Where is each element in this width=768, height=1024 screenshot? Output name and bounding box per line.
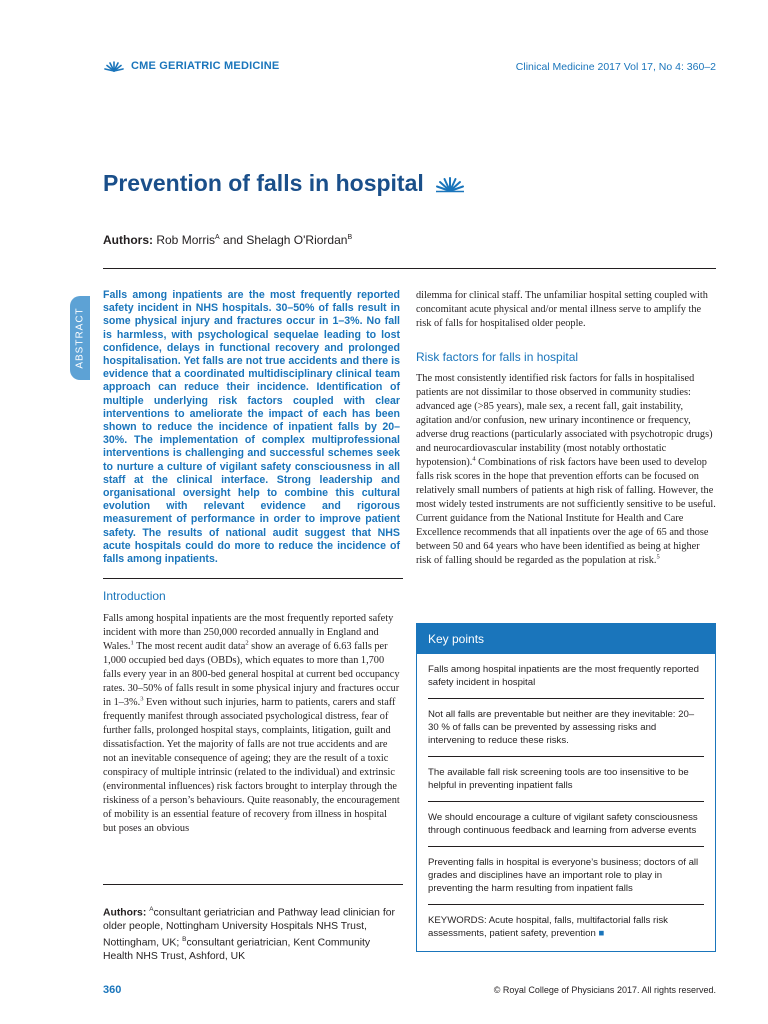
key-point-1: Falls among hospital inpatients are the most frequently reported safety incident in hospital: [428, 664, 699, 688]
rule-right-top: [286, 268, 716, 269]
author-1-affil: A: [215, 234, 220, 241]
author-2: Shelagh O'Riordan: [246, 233, 348, 247]
reference-1: 1: [130, 639, 134, 647]
key-points-box: [416, 623, 716, 952]
author-1: Rob Morris: [156, 233, 216, 247]
author-affiliations: [103, 903, 403, 964]
article-title-row: [103, 170, 466, 197]
reference-2: 2: [245, 639, 249, 647]
journal-citation: Clinical Medicine 2017 Vol 17, No 4: 360–2: [515, 61, 716, 73]
affil-a-text: consultant geriatrician and Pathway lead clinician for older people, Nottingham University Hospitals NHS Trust, Nottingham, UK;: [103, 907, 395, 949]
intro-sentence-1: Falls among hospital inpatients are the most frequently reported safety incident with more than 250,000 recorded annually in England and Wales.: [103, 613, 394, 652]
intro-sentence-2: The most recent audit data: [133, 641, 246, 652]
reference-4: 4: [472, 455, 476, 463]
author-join: and: [219, 233, 247, 247]
risk-factors-heading: Risk factors for falls in hospital: [416, 350, 579, 364]
affiliations-label: Authors:: [103, 907, 147, 919]
affil-b-text: consultant geriatrician, Kent Community Health NHS Trust, Ashford, UK: [103, 937, 371, 963]
article-title: Prevention of falls in hospital: [103, 170, 424, 196]
keywords-text: KEYWORDS: Acute hospital, falls, multifactorial falls risk assessments, patient safety, prevention: [428, 915, 668, 939]
sunburst-logo-icon: [103, 60, 125, 72]
key-point-5: Preventing falls in hospital is everyone’s business; doctors of all grades and disciplines have an important role to play in preventing the harm resulting from inpatient falls: [428, 857, 699, 894]
key-point-3: The available fall risk screening tools are too insensitive to be helpful in preventing inpatient falls: [428, 767, 689, 791]
key-point-4: We should encourage a culture of vigilant safety consciousness through continuous feedback and learning from adverse events: [428, 812, 698, 836]
section-label: CME GERIATRIC MEDICINE: [131, 60, 280, 72]
intro-sentence-3: show an average of 6.63 falls per 1,000 occupied bed days (OBDs), which equates to more than 1,700 falls every year in an 800-bed general hospital at current bed occupancy rates. 30–50% of falls result in some physical injury and fractures occur in 1–3%.: [103, 641, 400, 708]
end-mark-icon: ■: [598, 928, 605, 939]
author-2-affil: B: [347, 234, 353, 241]
rule-footnote: [103, 884, 403, 885]
abstract-tab: [70, 296, 90, 380]
affil-b-mark: B: [182, 936, 187, 944]
page-number: 360: [103, 984, 122, 996]
continuation-text: dilemma for clinical staff. The unfamiliar hospital setting coupled with concomitant acute physical and/or mental illness serve to amplify the risk of falls for hospitalised older people.: [416, 290, 708, 329]
abstract-text: Falls among inpatients are the most frequently reported safety incident in NHS hospitals. 30–50% of falls result in some physical injury and fractures occur in 1–3%. No fall is harmless, with psychological sequelae leading to lost confidence, delays in functional recovery and prolonged hospitalisation. Yet falls are not true accidents and there is evidence that a coordinated multidisciplinary clinical team approach can reduce their incidence. Identification of multiple underlying risk factors coupled with clear interventions to ameliorate the impact of each has been shown to reduce the incidence of inpatient falls by 20–30%. The implementation of complex multiprofessional interventions is challenging and successful schemes seek to nurture a culture of vigilant safety consciousness in all staff at the clinical interface. Strong leadership and organisational oversight help to combine this cultural evolution with relevant evidence and rigorous measurement of performance in order to improve patient safety. The results of national audit suggest that NHS acute hospitals could do more to reduce the incidence of falls among inpatients.: [103, 289, 400, 566]
risk-factors-text: [416, 372, 716, 568]
affil-a-mark: A: [149, 906, 154, 913]
running-header-section: [103, 60, 279, 72]
sunburst-title-icon: [434, 175, 466, 193]
reference-3: 3: [140, 695, 144, 703]
key-point-2: Not all falls are preventable but neither are they inevitable: 20–30 % of falls can be prevented by assessing risks and intervening to reduce these risks.: [428, 709, 695, 746]
abstract-tab-label: ABSTRACT: [74, 307, 86, 369]
authors-label: Authors:: [103, 233, 153, 247]
introduction-heading: Introduction: [103, 589, 166, 603]
risk-paragraph-2: Combinations of risk factors have been used to develop falls risk scores in the hope that prevention efforts can be focused on relatively small numbers of patients at high risk of falling. However, the most widely tested instruments are not sufficiently sensitive to be useful. Current guidance from the National Institute for Health and Care Excellence recommends that all inpatients over the age of 65 and those between 50 and 64 years who have been identified as being at higher risk of falling should be regarded as the population at risk.: [416, 457, 716, 566]
rule-intro: [103, 578, 403, 579]
key-points-heading: Key points: [417, 624, 715, 654]
keywords: [428, 914, 704, 940]
risk-paragraph-1: The most consistently identified risk factors for falls in hospitalised patients are not dissimilar to those observed in community studies: advanced age (>85 years), male sex, a recent fall, gait instability, agitation and/or confusion, new urinary incontinence or frequency, adverse drug reactions (particularly associated with psychotropic drugs) and neurocardiovascular instability (most notably orthostatic hypotension).: [416, 373, 713, 468]
copyright-notice: © Royal College of Physicians 2017. All rights reserved.: [493, 985, 716, 995]
intro-sentence-4: Even without such injuries, harm to patients, carers and staff frequently manifest through associated psychological distress, fear of further falls, prolonged hospital stays, complaints, litigation, guilt and dissatisfaction. Yet the majority of falls are not true accidents and are not an inevitable consequence of ageing; they are the result of a toxic conspiracy of multiple intrinsic (related to the individual) and extrinsic (environmental influences) risk factors brought to interplay through the riskiness of a person’s behaviours. Quite reasonably, the encouragement of mobility is an essential feature of recovery from illness in hospital but poses an obvious: [103, 697, 400, 834]
introduction-text: [103, 612, 400, 836]
reference-5: 5: [656, 553, 660, 561]
authors-line: [103, 233, 352, 247]
